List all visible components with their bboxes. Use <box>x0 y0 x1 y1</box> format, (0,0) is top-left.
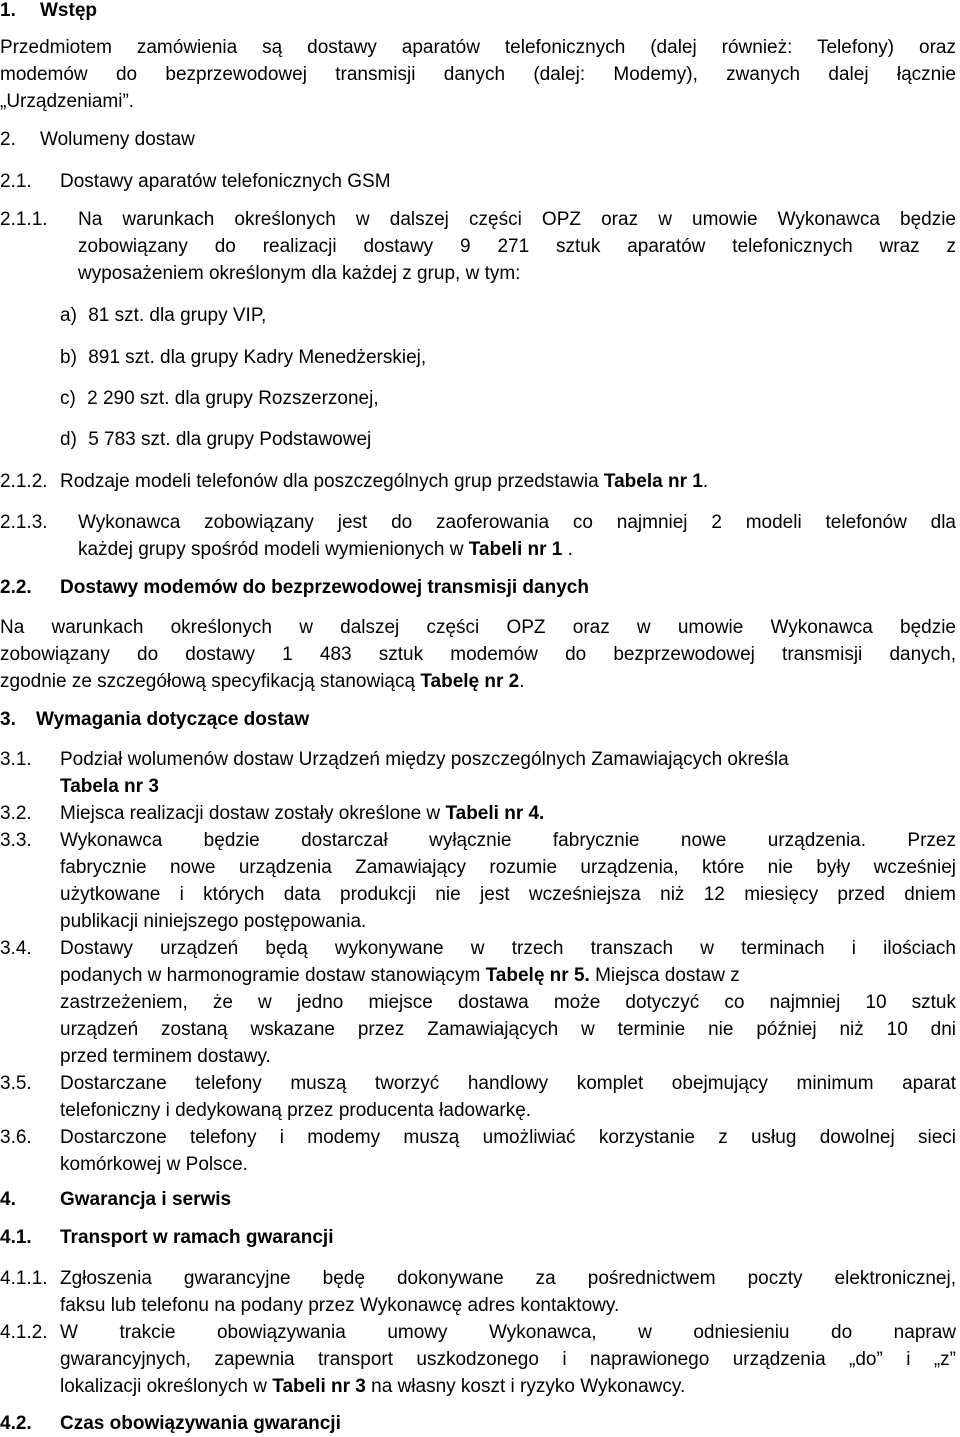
paragraph-text: Rodzaje modeli telefonów dla poszczególnych grup przedstawia <box>60 471 604 492</box>
section-title: Dostawy aparatów telefonicznych GSM <box>60 171 391 192</box>
punctuation: . <box>562 539 573 560</box>
paragraph-number: 3.6. <box>0 1127 32 1148</box>
section-number: 4.2. <box>0 1413 32 1434</box>
section-number: 3. <box>0 709 16 730</box>
section-title: Transport w ramach gwarancji <box>60 1227 334 1248</box>
section-number: 4. <box>0 1189 16 1210</box>
paragraph-line: Miejsca dostaw z <box>589 965 740 986</box>
table-reference: Tabelę nr 5. <box>485 965 590 986</box>
paragraph-line: zobowiązany do realizacji dostawy 9 271 sztuk aparatów telefonicznych wraz z <box>78 236 956 257</box>
punctuation: . <box>519 671 525 692</box>
section-number: 2.2. <box>0 577 32 598</box>
punctuation: . <box>702 471 709 492</box>
paragraph-number: 2.1.2. <box>0 471 48 492</box>
section-title: Czas obowiązywania gwarancji <box>60 1413 341 1434</box>
list-label: b) <box>60 347 77 368</box>
paragraph-line: lokalizacji określonych w <box>60 1376 273 1397</box>
section-number: 1. <box>0 0 16 21</box>
section-number: 2.1. <box>0 171 32 192</box>
paragraph-number: 3.1. <box>0 749 32 770</box>
paragraph-line: publikacji niniejszego postępowania. <box>60 911 367 932</box>
list-text: 5 783 szt. dla grupy Podstawowej <box>88 429 372 450</box>
paragraph-line: W trakcie obowiązywania umowy Wykonawca, w odniesieniu do napraw <box>60 1322 956 1343</box>
paragraph-number: 2.1.3. <box>0 512 48 533</box>
table-reference: Tabelę nr 2 <box>420 671 520 692</box>
list-text: 891 szt. dla grupy Kadry Menedżerskiej, <box>88 347 427 368</box>
section-title: Wolumeny dostaw <box>40 129 195 150</box>
paragraph-number: 3.2. <box>0 803 32 824</box>
paragraph-line: Wykonawca zobowiązany jest do zaoferowania co najmniej 2 modeli telefonów dla <box>78 512 956 533</box>
paragraph-line: Na warunkach określonych w dalszej części OPZ oraz w umowie Wykonawca będzie <box>78 209 956 230</box>
paragraph-line: każdej grupy spośród modeli wymienionych w <box>78 539 469 560</box>
paragraph-line: Na warunkach określonych w dalszej części OPZ oraz w umowie Wykonawca będzie <box>0 617 956 638</box>
intro-line: Przedmiotem zamówienia są dostawy aparatów telefonicznych (dalej również: Telefony) oraz <box>0 37 956 58</box>
paragraph-2-2 <box>0 614 960 641</box>
paragraph-line: Dostarczane telefony muszą tworzyć handlowy komplet obejmujący minimum aparat <box>60 1073 956 1094</box>
section-title: Wymagania dotyczące dostaw <box>36 709 310 730</box>
section-title: Gwarancja i serwis <box>60 1189 232 1210</box>
section-title: Dostawy modemów do bezprzewodowej transmisji danych <box>60 577 589 598</box>
paragraph-line: Podział wolumenów dostaw Urządzeń między poszczególnych Zamawiających określa <box>60 749 789 770</box>
intro-paragraph <box>0 34 960 61</box>
paragraph-number: 3.4. <box>0 938 32 959</box>
intro-paragraph-l2 <box>0 61 960 88</box>
section-title: Wstęp <box>40 0 97 21</box>
list-text: 2 290 szt. dla grupy Rozszerzonej, <box>87 388 379 409</box>
paragraph-number: 2.1.1. <box>0 209 48 230</box>
paragraph-line: gwarancyjnych, zapewnia transport uszkodzonego i naprawionego urządzenia „do” i „z” <box>60 1349 956 1370</box>
paragraph-line: wyposażeniem określonym dla każdej z grup, w tym: <box>78 263 521 284</box>
paragraph-line: Zgłoszenia gwarancyjne będę dokonywane za pośrednictwem poczty elektronicznej, <box>60 1268 956 1289</box>
paragraph-line: podanych w harmonogramie dostaw stanowiącym <box>60 965 486 986</box>
paragraph-line: Dostawy urządzeń będą wykonywane w trzech transzach w terminach i ilościach <box>60 938 956 959</box>
intro-line: modemów do bezprzewodowej transmisji danych (dalej: Modemy), zwanych dalej łącznie <box>0 64 956 85</box>
paragraph-number: 3.5. <box>0 1073 32 1094</box>
paragraph-line: Wykonawca będzie dostarczał wyłącznie fabrycznie nowe urządzenia. Przez <box>60 830 956 851</box>
list-label: c) <box>60 388 76 409</box>
list-label: a) <box>60 305 77 326</box>
table-reference: Tabela nr 1 <box>603 471 703 492</box>
list-label: d) <box>60 429 77 450</box>
paragraph-line: fabrycznie nowe urządzenia Zamawiający rozumie urządzenia, które nie były wcześniej <box>60 857 956 878</box>
table-reference: Tabeli nr 3 <box>272 1376 366 1397</box>
paragraph-line: zastrzeżeniem, że w jedno miejsce dostawa może dotyczyć co najmniej 10 sztuk <box>60 992 956 1013</box>
section-number: 2. <box>0 129 16 150</box>
paragraph-line: komórkowej w Polsce. <box>60 1154 248 1175</box>
paragraph-number: 3.3. <box>0 830 32 851</box>
paragraph-line: telefoniczny i dedykowaną przez producenta ładowarkę. <box>60 1100 532 1121</box>
paragraph-line: zobowiązany do dostawy 1 483 sztuk modemów do bezprzewodowej transmisji danych, <box>0 644 956 665</box>
intro-line: „Urządzeniami”. <box>0 91 135 112</box>
paragraph-line: faksu lub telefonu na podany przez Wykonawcę adres kontaktowy. <box>60 1295 620 1316</box>
paragraph-line: użytkowane i których data produkcji nie jest wcześniejsza niż 12 miesięcy przed dniem <box>60 884 956 905</box>
table-reference: Tabela nr 3 <box>60 776 159 797</box>
paragraph-line: przed terminem dostawy. <box>60 1046 271 1067</box>
section-number: 4.1. <box>0 1227 32 1248</box>
table-reference: Tabeli nr 1 <box>468 539 563 560</box>
paragraph-line: Miejsca realizacji dostaw zostały określone w <box>60 803 446 824</box>
paragraph-number: 4.1.2. <box>0 1322 48 1343</box>
paragraph-line: na własny koszt i ryzyko Wykonawcy. <box>365 1376 686 1397</box>
paragraph-line: Dostarczone telefony i modemy muszą umożliwiać korzystanie z usług dowolnej sieci <box>60 1127 956 1148</box>
paragraph-2-2-l3 <box>0 668 960 695</box>
list-text: 81 szt. dla grupy VIP, <box>88 305 267 326</box>
paragraph-line: zgodnie ze szczegółową specyfikacją stanowiącą <box>0 671 421 692</box>
intro-paragraph-l3 <box>0 88 960 115</box>
paragraph-number: 4.1.1. <box>0 1268 48 1289</box>
paragraph-2-2-l2 <box>0 641 960 668</box>
paragraph-line: urządzeń zostaną wskazane przez Zamawiających w terminie nie później niż 10 dni <box>60 1019 956 1040</box>
table-reference: Tabeli nr 4. <box>445 803 545 824</box>
